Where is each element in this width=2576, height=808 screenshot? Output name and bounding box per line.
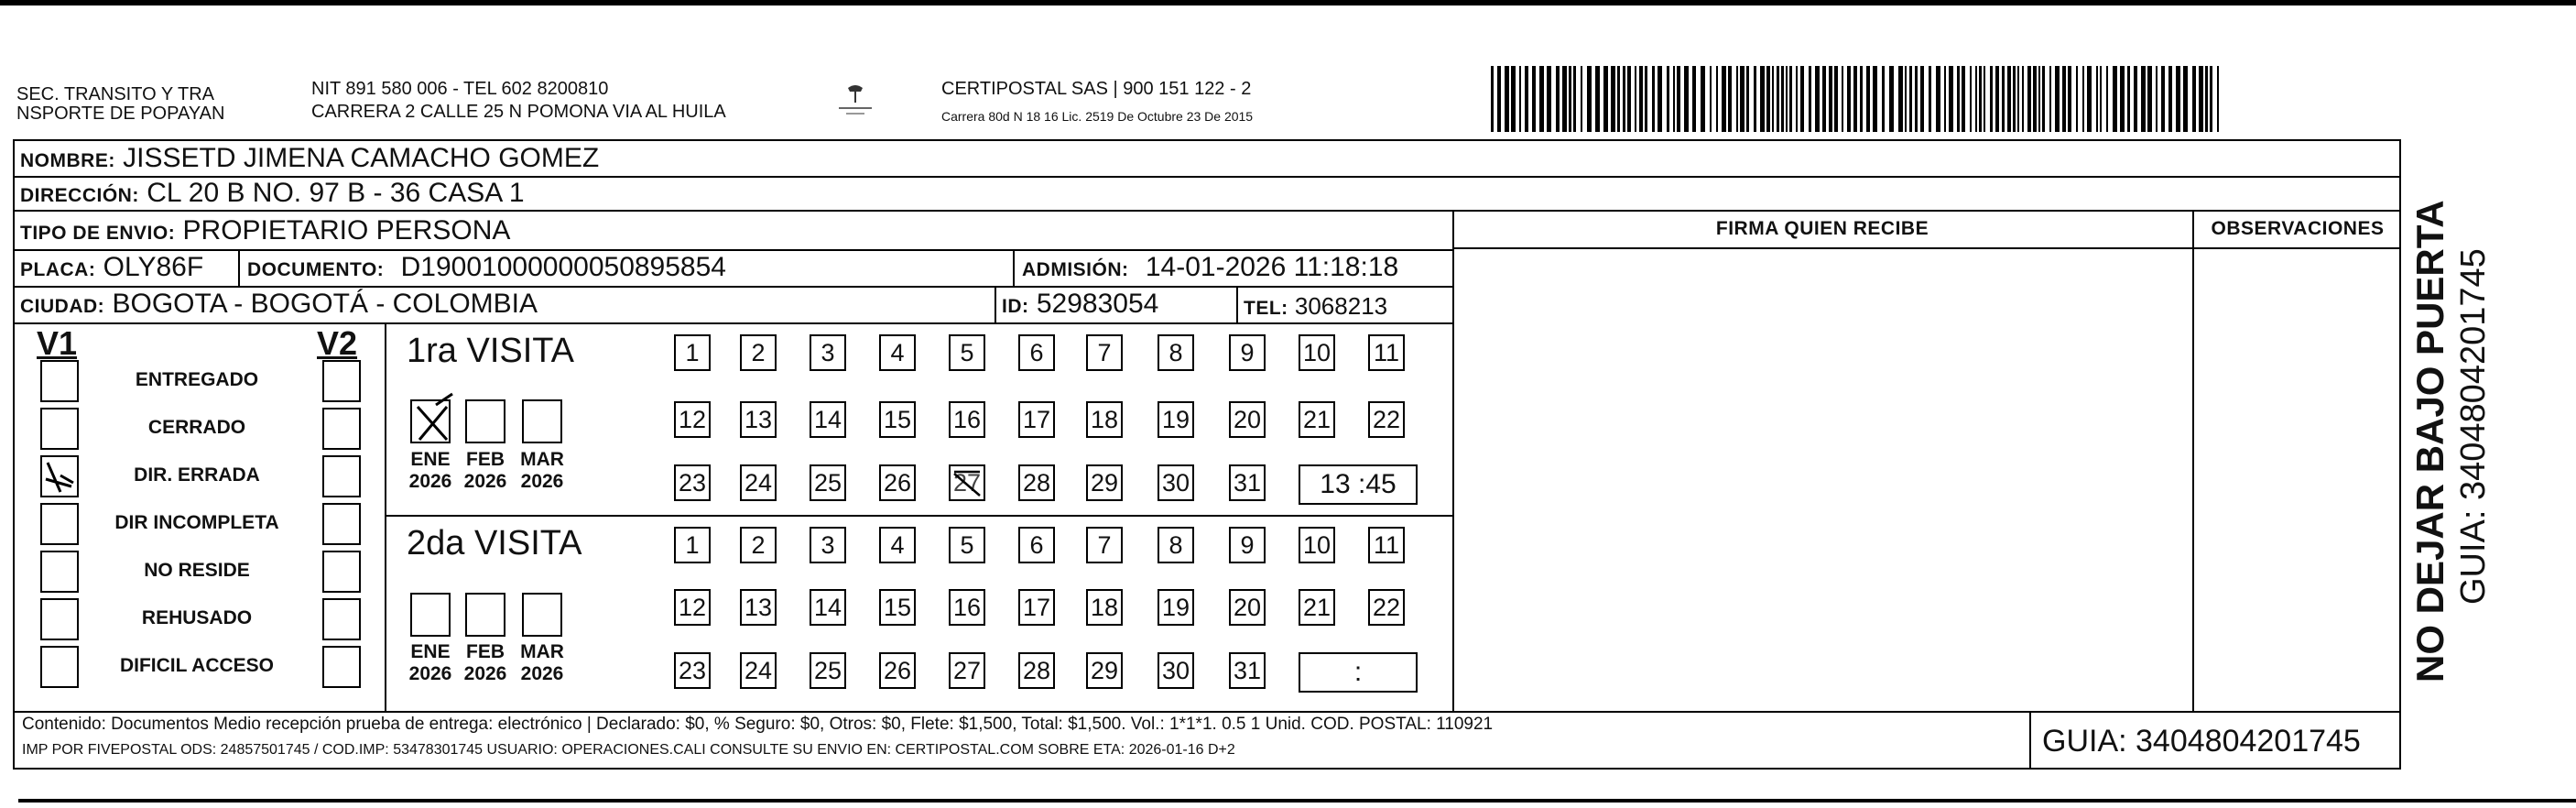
first-day-box[interactable]: 13 [740,401,777,438]
barcode-bar [2087,66,2092,132]
first-day-box[interactable]: 20 [1229,401,1266,438]
status-label: NO RESIDE [144,560,250,581]
barcode-bar [1652,66,1655,132]
footer-print-info: IMP POR FIVEPOSTAL ODS: 24857501745 / COD.IMP: 53478301745 USUARIO: OPERACIONES.CALI CONSULTE SU ENVIO EN: CERTIPOSTAL.COM SOBRE ETA: 2026-01-16 D+2 [22,742,1235,758]
barcode-bar [1847,66,1851,132]
second-month-checkbox[interactable] [522,593,562,637]
barcode-bar [1789,66,1792,132]
barcode-bar [1815,66,1820,132]
bottom-cut-line [18,799,2576,803]
barcode-bar [2068,66,2071,132]
barcode-bar [1673,66,1675,132]
barcode-bar [2192,66,2196,132]
second-month-label [458,641,513,685]
second-day-box[interactable]: 6 [1018,527,1055,563]
barcode-bar [1556,66,1560,132]
barcode-bar [1611,66,1615,132]
barcode-bar [2062,66,2066,132]
barcode-bar [1740,66,1745,132]
barcode-bar [1595,66,1600,132]
barcode-bar [1936,66,1940,132]
second-day-box[interactable]: 12 [674,589,711,626]
second-day-box[interactable]: 4 [879,527,916,563]
direccion-label: DIRECCIÓN: [20,185,139,206]
check-mark-icon [40,455,79,497]
second-day-box[interactable]: 1 [674,527,711,563]
second-day-box[interactable]: 8 [1158,527,1194,563]
v1-checkbox[interactable] [40,503,79,545]
barcode-bar [1984,66,1985,132]
first-day-box[interactable]: 22 [1368,401,1405,438]
first-month-label [458,449,513,493]
nombre-label: NOMBRE: [20,150,115,171]
second-day-box[interactable]: 13 [740,589,777,626]
month-year: 2026 [408,663,452,684]
second-month-label [515,641,570,685]
status-label: REHUSADO [141,607,253,628]
first-month-checkbox[interactable] [465,399,505,443]
barcode-bar [1505,66,1509,132]
barcode-bar [1873,66,1877,132]
month-name: ENE [410,641,451,662]
first-day-box[interactable]: 23 [674,464,711,501]
second-day-box[interactable]: 11 [1368,527,1405,563]
barcode-bar [1497,66,1501,132]
second-day-box[interactable]: 17 [1018,589,1055,626]
no-dejar-bajo-puerta: NO DEJAR BAJO PUERTA [2408,200,2451,682]
barcode-bar [2022,66,2024,132]
first-day-box[interactable]: 27 [949,464,985,501]
first-day-box[interactable]: 31 [1229,464,1266,501]
barcode-bar [2147,66,2152,132]
second-visit-title: 2da VISITA [407,524,582,562]
barcode-bar [2100,66,2102,132]
tel-label: TEL: [1244,298,1288,319]
month-name: MAR [520,449,564,470]
barcode-bar [1970,66,1972,132]
first-day-box[interactable]: 14 [810,401,846,438]
documento-value: D19001000000050895854 [400,252,726,282]
second-day-box[interactable]: 19 [1158,589,1194,626]
barcode-bar [1746,66,1749,132]
barcode-bar [1995,66,1999,132]
barcode-bar [1760,66,1765,132]
barcode-bar [1754,66,1756,132]
barcode-bar [1716,66,1718,132]
first-day-box[interactable]: 16 [949,401,985,438]
barcode-bar [2007,66,2011,132]
barcode-bar [1581,66,1582,132]
second-month-label [403,641,458,685]
barcode-bar [2141,66,2146,132]
barcode-bar [1736,66,1738,132]
month-year: 2026 [463,471,507,492]
first-day-box[interactable]: 17 [1018,401,1055,438]
barcode-bar [2106,66,2108,132]
first-day-box[interactable]: 25 [810,464,846,501]
footer-contents: Contenido: Documentos Medio recepción prueba de entrega: electrónico | Declarado: $0, % Seguro: $0, Otros: $0, Flete: $1,500, Total: $1,500. Vol.: 1*1*1. 0.5 1 Unid. COD. POSTAL: 110921 [22,715,1494,734]
barcode-bar [1772,66,1774,132]
barcode-bar [1889,66,1894,132]
tipo-envio-value: PROPIETARIO PERSONA [182,215,511,246]
barcode-bar [2033,66,2037,132]
second-month-checkbox[interactable] [410,593,451,637]
first-day-box[interactable]: 29 [1086,464,1123,501]
barcode-bar [1781,66,1784,132]
first-day-box[interactable]: 3 [810,334,846,371]
barcode-bar [1905,66,1907,132]
barcode-bar [1573,66,1576,132]
second-day-box[interactable]: 26 [879,652,916,689]
v2-checkbox[interactable] [322,598,361,640]
v2-checkbox[interactable] [322,360,361,402]
org-name-line2: NSPORTE DE POPAYAN [16,104,225,124]
barcode-bar [1491,66,1494,132]
v1-checkbox[interactable] [40,551,79,593]
first-visit-title: 1ra VISITA [407,332,575,370]
second-day-box[interactable]: 31 [1229,652,1266,689]
month-year: 2026 [408,471,452,492]
v2-checkbox[interactable] [322,646,361,688]
first-day-box[interactable]: 11 [1368,334,1405,371]
first-day-box[interactable]: 6 [1018,334,1055,371]
v2-checkbox[interactable] [322,455,361,497]
observaciones-header: OBSERVACIONES [2211,218,2385,239]
courier-line2: Carrera 80d N 18 16 Lic. 2519 De Octubre 23 De 2015 [941,109,1254,124]
second-day-box[interactable]: 7 [1086,527,1123,563]
barcode-bar [1617,66,1620,132]
documento-cell [247,253,726,285]
tipo-envio-row [20,216,510,248]
barcode-bar [2199,66,2203,132]
first-day-box[interactable]: 12 [674,401,711,438]
barcode-bar [1860,66,1863,132]
first-day-box[interactable]: 4 [879,334,916,371]
first-day-box[interactable]: 2 [740,334,777,371]
barcode-bar [2176,66,2180,132]
first-day-box[interactable]: 18 [1086,401,1123,438]
barcode-bar [1786,66,1788,132]
first-day-box[interactable]: 7 [1086,334,1123,371]
footer-guia: GUIA: 3404804201745 [2042,724,2361,759]
barcode-bar [2210,66,2212,132]
barcode-bar [2082,66,2084,132]
second-day-box[interactable]: 10 [1299,527,1335,563]
barcode-bar [1975,66,1977,132]
barcode-bar [1909,66,1912,132]
barcode-bar [1639,66,1643,132]
barcode-bar [1539,66,1544,132]
barcode-bar [1569,66,1571,132]
month-name: ENE [410,449,451,470]
barcode-bar [1822,66,1826,132]
barcode-bar [2042,66,2045,132]
strike-mark-icon [949,464,985,501]
barcode-bar [1915,66,1918,132]
tipo-envio-label: TIPO DE ENVIO: [20,223,176,244]
barcode-bar [2217,66,2219,132]
barcode-bar [2156,66,2158,132]
second-day-box[interactable]: 3 [810,527,846,563]
second-day-box[interactable]: 23 [674,652,711,689]
first-day-box[interactable]: 15 [879,401,916,438]
ciudad-value: BOGOTA - BOGOTÁ - COLOMBIA [112,289,538,319]
barcode-bar [1635,66,1636,132]
barcode-bar [2049,66,2051,132]
barcode-bar [1722,66,1726,132]
second-day-box[interactable]: 5 [949,527,985,563]
barcode-bar [1800,66,1804,132]
status-label: DIFICIL ACCESO [119,655,274,676]
barcode-bar [1532,66,1536,132]
barcode-bar [1842,66,1843,132]
second-day-box[interactable]: 16 [949,589,985,626]
status-label: CERRADO [147,417,246,438]
barcode-bar [2205,66,2208,132]
barcode-bar [1547,66,1551,132]
status-label: DIR INCOMPLETA [114,512,279,533]
tel-value: 3068213 [1294,292,1388,320]
nit-line2: CARRERA 2 CALLE 25 N POMONA VIA AL HUILA [311,102,726,122]
second-day-box[interactable]: 9 [1229,527,1266,563]
second-day-box[interactable]: 21 [1299,589,1335,626]
nombre-row [20,144,599,176]
month-year: 2026 [520,471,564,492]
barcode-bar [1882,66,1885,132]
barcode-bar [2120,66,2125,132]
admision-cell [1022,253,1398,285]
month-year: 2026 [520,663,564,684]
firma-header: FIRMA QUIEN RECIBE [1715,218,1929,239]
ciudad-label: CIUDAD: [20,296,105,317]
barcode-bar [1511,66,1516,132]
barcode-bar [1829,66,1832,132]
barcode-bar [1645,66,1647,132]
barcode-bar [1777,66,1779,132]
courier-line1: CERTIPOSTAL SAS | 900 151 122 - 2 [941,79,1252,99]
month-name: FEB [466,449,505,470]
barcode-bar [2076,66,2078,132]
barcode-bar [1603,66,1608,132]
barcode-bar [1866,66,1870,132]
barcode-bar [2168,66,2172,132]
barcode-bar [1587,66,1592,132]
v2-checkbox[interactable] [322,408,361,450]
barcode-bar [2013,66,2016,132]
second-day-box[interactable]: 27 [949,652,985,689]
first-day-box[interactable]: 19 [1158,401,1194,438]
barcode-bar [1701,66,1705,132]
first-day-box[interactable]: 24 [740,464,777,501]
id-value: 52983054 [1036,289,1159,319]
id-cell [1002,289,1158,322]
barcode-bar [1728,66,1732,132]
first-day-box[interactable]: 1 [674,334,711,371]
barcode-bar [1920,66,1924,132]
nombre-value: JISSETD JIMENA CAMACHO GOMEZ [123,143,600,173]
placa-label: PLACA: [20,259,96,280]
barcode-bar [2134,66,2137,132]
first-day-box[interactable]: 21 [1299,401,1335,438]
barcode-bar [1692,66,1696,132]
second-time-box[interactable]: : [1299,652,1418,693]
barcode-bar [1519,66,1521,132]
second-day-box[interactable]: 28 [1018,652,1055,689]
barcode-bar [1834,66,1838,132]
barcode-bar [1898,66,1903,132]
barcode-bar [1949,66,1953,132]
documento-label: DOCUMENTO: [247,259,385,280]
barcode-bar [1990,66,1993,132]
barcode-bar [2127,66,2130,132]
second-day-box[interactable]: 15 [879,589,916,626]
barcode-bar [1525,66,1528,132]
ciudad-cell [20,289,538,322]
top-cut-line [0,0,2576,5]
barcode-bar [1623,66,1625,132]
second-day-box[interactable]: 20 [1229,589,1266,626]
first-day-box[interactable]: 9 [1229,334,1266,371]
barcode-bar [1562,66,1567,132]
org-name-line1: SEC. TRANSITO Y TRA [16,84,214,104]
v1-checkbox[interactable] [40,408,79,450]
admision-value: 14-01-2026 11:18:18 [1145,252,1399,282]
x-mark-icon [410,392,456,443]
first-day-box[interactable]: 10 [1299,334,1335,371]
v1-checkbox[interactable] [40,598,79,640]
courier-logo-icon [835,82,875,123]
barcode-bar [2096,66,2098,132]
barcode-bar [1766,66,1770,132]
v1-checkbox[interactable] [40,646,79,688]
barcode-bar [1684,66,1689,132]
first-month-checkbox[interactable] [522,399,562,443]
barcode-bar [1677,66,1680,132]
first-month-label [403,449,458,493]
first-day-box[interactable]: 5 [949,334,985,371]
barcode-bar [1658,66,1662,132]
second-day-box[interactable]: 18 [1086,589,1123,626]
barcode-bar [1853,66,1857,132]
direccion-row [20,179,525,211]
first-time-box[interactable]: 13 :45 [1299,464,1418,505]
barcode-bar [2183,66,2188,132]
month-year: 2026 [463,663,507,684]
first-day-box[interactable]: 8 [1158,334,1194,371]
first-day-box[interactable]: 30 [1158,464,1194,501]
v1-header: V1 [37,324,78,362]
second-day-box[interactable]: 30 [1158,652,1194,689]
month-name: MAR [520,641,564,662]
first-day-box[interactable]: 26 [879,464,916,501]
status-label: ENTREGADO [135,369,259,390]
barcode-bar [1929,66,1931,132]
placa-value: OLY86F [103,252,204,282]
direccion-value: CL 20 B NO. 97 B - 36 CASA 1 [147,178,525,208]
tel-cell [1244,291,1387,323]
barcode-bar [1667,66,1669,132]
second-day-box[interactable]: 29 [1086,652,1123,689]
nit-line1: NIT 891 580 006 - TEL 602 8200810 [311,79,609,99]
barcode-bar [2017,66,2019,132]
barcode-bar [2055,66,2060,132]
barcode-bar [2027,66,2031,132]
second-day-box[interactable]: 14 [810,589,846,626]
placa-cell [20,253,203,285]
second-day-box[interactable]: 22 [1368,589,1405,626]
barcode-bar [1627,66,1631,132]
barcode-bar [2161,66,2165,132]
barcode-bar [1796,66,1798,132]
barcode-bar [1957,66,1960,132]
side-guia: GUIA: 3404804201745 [2454,248,2493,605]
barcode-bar [1710,66,1712,132]
v2-header: V2 [317,324,358,362]
v1-checkbox[interactable] [40,360,79,402]
second-day-box[interactable]: 25 [810,652,846,689]
first-day-box[interactable]: 28 [1018,464,1055,501]
second-month-checkbox[interactable] [465,593,505,637]
barcode-bar [2002,66,2005,132]
barcode-bar [1962,66,1965,132]
admision-label: ADMISIÓN: [1022,259,1129,280]
barcode [1491,66,2223,132]
barcode-bar [2113,66,2117,132]
v2-checkbox[interactable] [322,551,361,593]
first-month-label [515,449,570,493]
v2-checkbox[interactable] [322,503,361,545]
barcode-bar [1944,66,1946,132]
second-day-box[interactable]: 2 [740,527,777,563]
barcode-bar [2038,66,2040,132]
status-label: DIR. ERRADA [134,464,260,486]
barcode-bar [1809,66,1811,132]
id-label: ID: [1002,296,1029,317]
second-day-box[interactable]: 24 [740,652,777,689]
barcode-bar [1979,66,1982,132]
month-name: FEB [466,641,505,662]
